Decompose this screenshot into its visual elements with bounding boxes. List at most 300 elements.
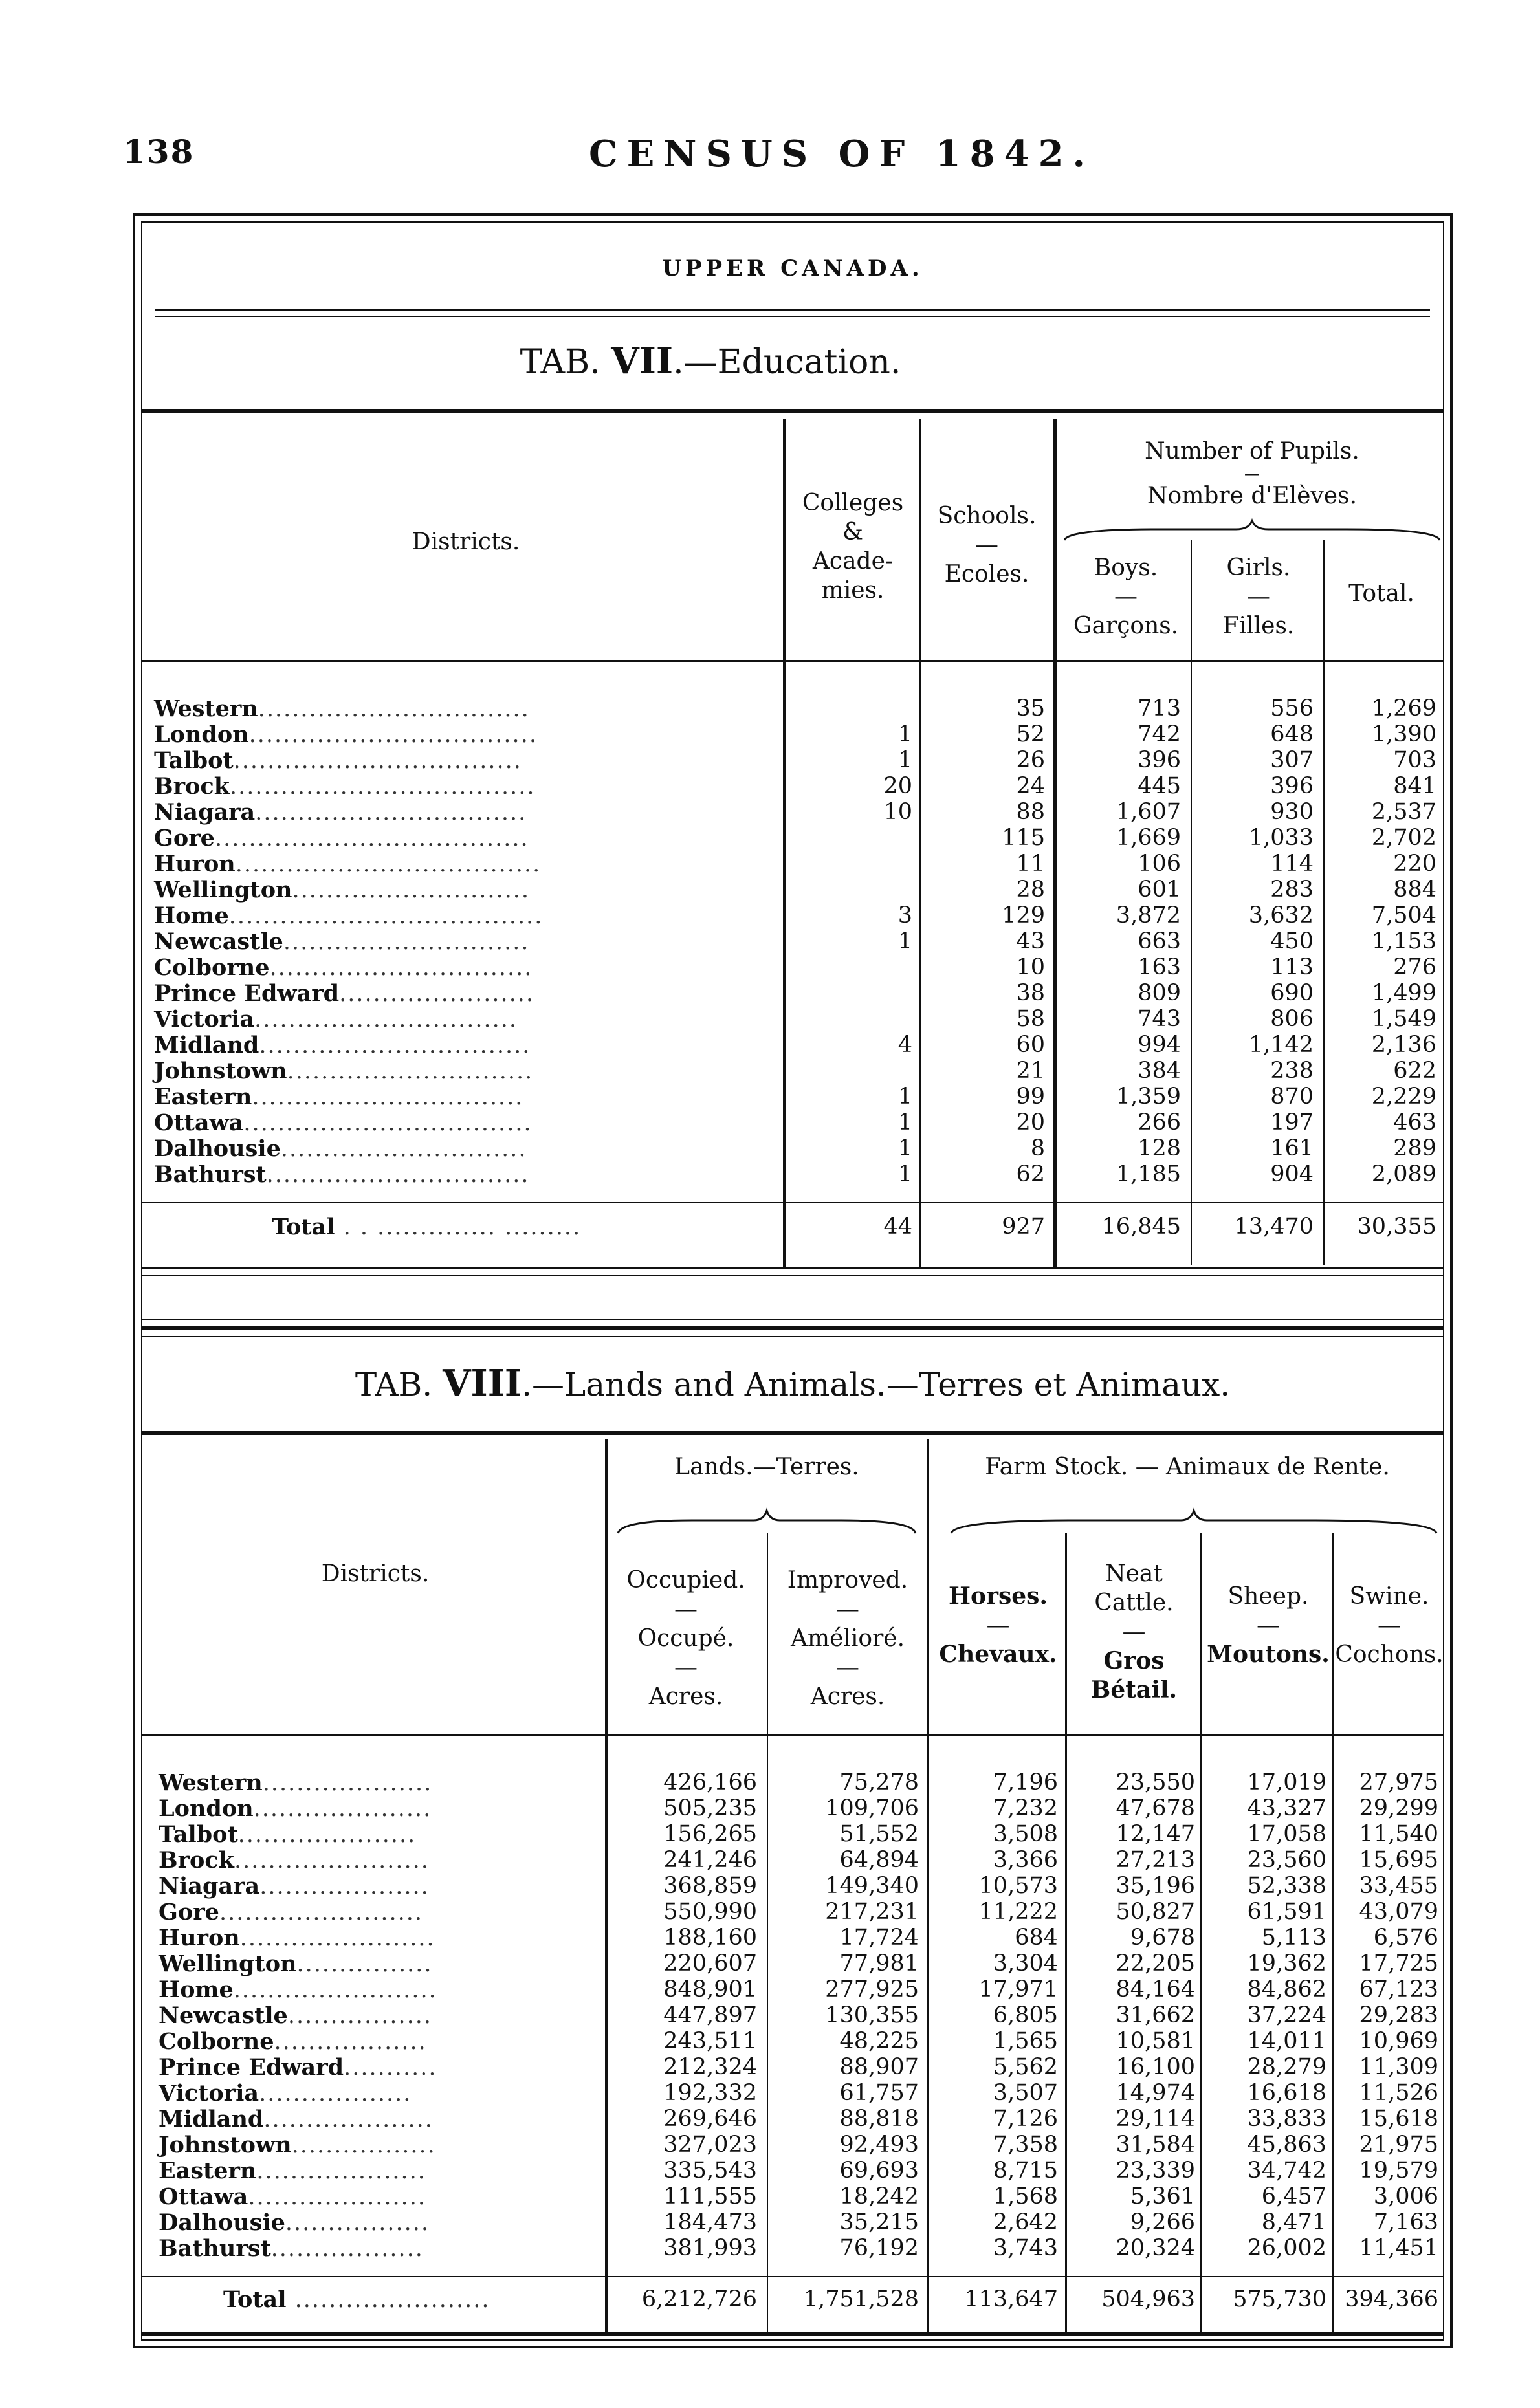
swine-line: Cochons. — [1335, 1641, 1444, 1668]
rule — [141, 1326, 1444, 1330]
improved-line: — — [836, 1596, 859, 1623]
district-name: Western — [154, 695, 258, 722]
cattle-line: Gros — [1103, 1647, 1165, 1674]
tab8-cell-occupied: 381,993 — [663, 2235, 757, 2261]
tab8-cell-cattle: 9,678 — [1130, 1925, 1195, 1951]
tab8-cell-cattle: 47,678 — [1116, 1795, 1195, 1821]
tab8-cell-swine: 15,695 — [1359, 1847, 1438, 1873]
tab8-cell-occupied: 156,265 — [663, 1821, 757, 1847]
tab8-row-district: Victoria.................. — [159, 2080, 412, 2107]
tab7-title-wrap — [141, 340, 1280, 391]
tab7-cell-total: 841 — [1393, 773, 1436, 799]
tab7-cell-schools: 52 — [1016, 721, 1045, 747]
tab8-cell-horses: 684 — [1015, 1925, 1058, 1951]
tab8-cell-cattle: 84,164 — [1116, 1976, 1195, 2002]
tab8-title-num: VIII — [443, 1362, 522, 1405]
tab7-cell-schools: 11 — [1016, 851, 1045, 877]
tab8-cell-occupied: 111,555 — [663, 2184, 757, 2209]
tab7-cell-schools: 10 — [1016, 954, 1045, 980]
district-name: London — [154, 721, 249, 748]
total-label-text: Total — [272, 1214, 335, 1240]
tab7-cell-total: 2,229 — [1371, 1084, 1436, 1110]
tab8-cell-sheep: 8,471 — [1261, 2209, 1326, 2235]
tab8-title-wrap — [141, 1362, 1444, 1414]
tab7-row-district: Midland................................ — [154, 1032, 531, 1058]
tab7-cell-boys: 713 — [1138, 695, 1181, 721]
col-rule — [1323, 540, 1325, 1265]
tab7-header-schools — [922, 501, 1051, 589]
tab8-cell-sheep: 45,863 — [1247, 2132, 1326, 2158]
tab8-cell-improved: 76,192 — [839, 2235, 919, 2261]
dash: — — [1244, 465, 1260, 483]
tab7-cell-total: 2,702 — [1371, 825, 1436, 851]
district-name: Gore — [159, 1899, 219, 1925]
tab8-cell-improved: 64,894 — [839, 1847, 919, 1873]
tab8-cell-horses: 3,366 — [993, 1847, 1058, 1873]
colleges-line: Acade- — [812, 548, 894, 575]
tab8-cell-improved: 88,907 — [839, 2054, 919, 2080]
tab8-row-district: Midland.................... — [159, 2106, 434, 2132]
tab8-cell-cattle: 23,550 — [1116, 1769, 1195, 1795]
tab7-cell-schools: 26 — [1016, 747, 1045, 773]
tab8-total-swine: 394,366 — [1345, 2286, 1438, 2312]
tab7-cell-girls: 806 — [1270, 1006, 1314, 1032]
district-name: Talbot — [154, 747, 234, 774]
tab8-title — [141, 1362, 1444, 1405]
tab8-cell-occupied: 243,511 — [663, 2028, 757, 2054]
region-heading: UPPER CANADA. — [662, 256, 923, 281]
tab8-cell-occupied: 447,897 — [663, 2002, 757, 2028]
tab8-row-district: Dalhousie................. — [159, 2209, 430, 2236]
tab8-cell-swine: 21,975 — [1359, 2132, 1438, 2158]
tab7-row-district: Huron.................................... — [154, 851, 542, 877]
tab7-cell-girls: 648 — [1270, 721, 1314, 747]
district-name: Victoria — [154, 1006, 255, 1033]
occupied-line: Acres. — [648, 1683, 723, 1710]
sheep-line: Moutons. — [1207, 1641, 1330, 1668]
tab7-cell-schools: 21 — [1016, 1058, 1045, 1084]
tab8-row-district: Talbot..................... — [159, 1821, 417, 1848]
rule — [155, 316, 1430, 317]
col-rule — [1065, 1533, 1067, 2332]
tab8-row-district: Niagara.................... — [159, 1873, 430, 1899]
tab7-cell-total: 2,089 — [1371, 1161, 1436, 1187]
tab8-total-improved: 1,751,528 — [803, 2286, 919, 2312]
tab7-total-girls: 13,470 — [1234, 1214, 1314, 1240]
farmstock-brace — [948, 1507, 1440, 1537]
occupied-line: Occupé. — [637, 1625, 734, 1652]
tab7-cell-total: 220 — [1393, 851, 1436, 877]
tab8-cell-swine: 10,969 — [1359, 2028, 1438, 2054]
district-name: Colborne — [154, 954, 270, 981]
tab8-cell-cattle: 31,662 — [1116, 2002, 1195, 2028]
district-name: Brock — [154, 773, 230, 800]
tab7-cell-total: 7,504 — [1371, 903, 1436, 928]
tab8-cell-sheep: 34,742 — [1247, 2158, 1326, 2184]
tab8-cell-improved: 77,981 — [839, 1951, 919, 1976]
horses-line: Horses. — [949, 1582, 1048, 1610]
tab8-cell-horses: 3,743 — [993, 2235, 1058, 2261]
tab7-cell-colleges: 1 — [897, 1110, 912, 1135]
tab8-cell-improved: 75,278 — [839, 1769, 919, 1795]
tab7-row-district: Gore..................................... — [154, 825, 529, 851]
tab7-header-boys — [1061, 553, 1191, 640]
boys-line: — — [1114, 584, 1138, 610]
pupils-en: Number of Pupils. — [1145, 438, 1359, 465]
district-name: Ottawa — [154, 1110, 244, 1136]
tab8-cell-sheep: 61,591 — [1247, 1899, 1326, 1925]
district-name: Home — [154, 903, 229, 929]
tab8-cell-swine: 3,006 — [1373, 2184, 1438, 2209]
tab8-cell-swine: 17,725 — [1359, 1951, 1438, 1976]
tab8-row-district: Ottawa..................... — [159, 2184, 426, 2210]
tab8-cell-occupied: 368,859 — [663, 1873, 757, 1899]
rule — [155, 309, 1430, 311]
tab8-row-district: Brock....................... — [159, 1847, 430, 1874]
tab8-cell-swine: 19,579 — [1359, 2158, 1438, 2184]
tab8-cell-cattle: 20,324 — [1116, 2235, 1195, 2261]
tab7-cell-schools: 58 — [1016, 1006, 1045, 1032]
tab7-row-district: Wellington............................ — [154, 877, 531, 903]
tab7-row-district: Brock.................................... — [154, 773, 536, 800]
rule — [141, 1336, 1444, 1337]
district-name: London — [159, 1795, 254, 1822]
tab8-cell-cattle: 31,584 — [1116, 2132, 1195, 2158]
tab8-cell-horses: 7,358 — [993, 2132, 1058, 2158]
cattle-line: Neat — [1105, 1560, 1163, 1587]
tab7-cell-schools: 35 — [1016, 695, 1045, 721]
tab8-cell-occupied: 220,607 — [663, 1951, 757, 1976]
tab7-row-district: Colborne............................... — [154, 954, 533, 981]
tab7-title-num: VII — [611, 340, 674, 382]
district-name: Eastern — [159, 2158, 257, 2184]
district-name: Midland — [159, 2106, 264, 2132]
tab7-cell-schools: 115 — [1002, 825, 1045, 851]
total-label-text: Total — [223, 2286, 287, 2313]
tab8-cell-cattle: 22,205 — [1116, 1951, 1195, 1976]
occupied-line: — — [674, 1654, 698, 1681]
tab7-cell-total: 703 — [1393, 747, 1436, 773]
tab7-cell-boys: 445 — [1138, 773, 1181, 799]
tab7-total-boys: 16,845 — [1101, 1214, 1181, 1240]
tab8-row-district: Colborne.................. — [159, 2028, 427, 2055]
tab7-cell-total: 622 — [1393, 1058, 1436, 1084]
occupied-line: Occupied. — [626, 1567, 745, 1593]
tab7-row-district: Bathurst............................... — [154, 1161, 530, 1188]
tab7-total-total: 30,355 — [1357, 1214, 1436, 1240]
tab7-cell-girls: 396 — [1270, 773, 1314, 799]
tab7-cell-girls: 1,142 — [1248, 1032, 1314, 1058]
cattle-line: Bétail. — [1090, 1676, 1178, 1703]
tab8-cell-cattle: 5,361 — [1130, 2184, 1195, 2209]
district-name: Prince Edward — [154, 980, 340, 1007]
tab8-cell-improved: 51,552 — [839, 1821, 919, 1847]
tab8-row-district: Prince Edward........... — [159, 2054, 437, 2081]
region-heading-wrap — [141, 256, 1444, 294]
tab8-cell-swine: 11,451 — [1359, 2235, 1438, 2261]
tab7-header-colleges — [788, 488, 918, 605]
tab8-cell-occupied: 335,543 — [663, 2158, 757, 2184]
tab7-cell-boys: 163 — [1138, 954, 1181, 980]
improved-line: Improved. — [787, 1567, 908, 1593]
tab7-cell-boys: 809 — [1138, 980, 1181, 1006]
tab8-cell-horses: 3,508 — [993, 1821, 1058, 1847]
girls-line: Girls. — [1226, 554, 1291, 581]
tab8-header-lands: Lands.—Terres. — [674, 1454, 859, 1480]
tab7-cell-girls: 556 — [1270, 695, 1314, 721]
tab7-cell-schools: 99 — [1016, 1084, 1045, 1110]
rule — [141, 1319, 1444, 1320]
tab7-cell-girls: 238 — [1270, 1058, 1314, 1084]
tab7-title — [141, 340, 1280, 382]
tab7-cell-colleges: 4 — [897, 1032, 912, 1058]
tab8-cell-swine: 7,163 — [1373, 2209, 1438, 2235]
tab7-cell-boys: 994 — [1138, 1032, 1181, 1058]
tab8-cell-cattle: 12,147 — [1116, 1821, 1195, 1847]
tab8-cell-improved: 48,225 — [839, 2028, 919, 2054]
tab8-cell-horses: 7,196 — [993, 1769, 1058, 1795]
pupils-fr: Nombre d'Elèves. — [1147, 483, 1357, 509]
tab7-cell-schools: 60 — [1016, 1032, 1045, 1058]
tab7-cell-girls: 197 — [1270, 1110, 1314, 1135]
tab8-cell-horses: 8,715 — [993, 2158, 1058, 2184]
tab7-cell-schools: 28 — [1016, 877, 1045, 903]
district-name: Bathurst — [154, 1161, 267, 1188]
col-rule — [919, 419, 921, 1267]
rule-thick — [141, 1431, 1444, 1435]
tab7-header-districts: Districts. — [412, 529, 520, 555]
tab8-cell-improved: 35,215 — [839, 2209, 919, 2235]
tab7-cell-total: 2,136 — [1371, 1032, 1436, 1058]
total-rule — [141, 2276, 1444, 2277]
tab8-total-sheep: 575,730 — [1233, 2286, 1326, 2312]
tab7-cell-colleges: 10 — [883, 799, 912, 825]
tab8-cell-sheep: 33,833 — [1247, 2106, 1326, 2132]
tab8-cell-swine: 33,455 — [1359, 1873, 1438, 1899]
tab8-cell-improved: 149,340 — [825, 1873, 919, 1899]
tab7-cell-schools: 43 — [1016, 928, 1045, 954]
tab7-row-district: Talbot.................................. — [154, 747, 522, 774]
cattle-line: — — [1122, 1619, 1146, 1645]
tab7-cell-girls: 114 — [1270, 851, 1314, 877]
sheep-line: — — [1257, 1612, 1280, 1639]
district-name: Home — [159, 1976, 234, 2003]
tab7-row-district: Ottawa.................................. — [154, 1110, 533, 1136]
tab8-row-district: Newcastle................. — [159, 2002, 432, 2029]
tab8-cell-sheep: 17,058 — [1247, 1821, 1326, 1847]
district-name: Newcastle — [154, 928, 283, 955]
running-title: CENSUS OF 1842. — [589, 133, 1095, 175]
tab8-cell-sheep: 14,011 — [1247, 2028, 1326, 2054]
tab8-cell-horses: 6,805 — [993, 2002, 1058, 2028]
tab7-cell-total: 2,537 — [1371, 799, 1436, 825]
district-name: Wellington — [154, 877, 292, 903]
col-rule — [783, 419, 786, 1267]
district-name: Brock — [159, 1847, 234, 1874]
tab8-cell-cattle: 23,339 — [1116, 2158, 1195, 2184]
tab7-cell-total: 884 — [1393, 877, 1436, 903]
tab8-row-district: Gore........................ — [159, 1899, 423, 1925]
total-rule — [141, 1202, 1444, 1203]
tab8-cell-swine: 43,079 — [1359, 1899, 1438, 1925]
tab7-row-district: Home..................................... — [154, 903, 544, 929]
tab8-cell-horses: 5,562 — [993, 2054, 1058, 2080]
schools-line: Schools. — [937, 503, 1037, 529]
tab7-cell-girls: 450 — [1270, 928, 1314, 954]
tab8-cell-improved: 88,818 — [839, 2106, 919, 2132]
tab8-cell-occupied: 327,023 — [663, 2132, 757, 2158]
col-rule — [927, 1439, 929, 2332]
district-name: Huron — [159, 1925, 240, 1951]
tab8-cell-swine: 6,576 — [1373, 1925, 1438, 1951]
tab7-cell-boys: 396 — [1138, 747, 1181, 773]
district-name: Johnstown — [159, 2132, 292, 2158]
tab8-cell-horses: 1,565 — [993, 2028, 1058, 2054]
district-name: Newcastle — [159, 2002, 288, 2029]
tab8-total-horses: 113,647 — [964, 2286, 1058, 2312]
tab8-cell-horses: 7,126 — [993, 2106, 1058, 2132]
tab7-row-district: Victoria............................... — [154, 1006, 518, 1033]
tab7-cell-boys: 1,607 — [1116, 799, 1181, 825]
tab8-cell-occupied: 848,901 — [663, 1976, 757, 2002]
rule-thick — [141, 2332, 1444, 2336]
tab7-cell-schools: 38 — [1016, 980, 1045, 1006]
tab8-cell-sheep: 28,279 — [1247, 2054, 1326, 2080]
tab8-cell-occupied: 212,324 — [663, 2054, 757, 2080]
tab7-cell-schools: 24 — [1016, 773, 1045, 799]
header-rule — [141, 1734, 1444, 1736]
district-name: Colborne — [159, 2028, 274, 2055]
district-name: Wellington — [159, 1951, 297, 1977]
tab8-cell-horses: 17,971 — [978, 1976, 1058, 2002]
tab7-cell-schools: 129 — [1002, 903, 1045, 928]
tab7-cell-total: 1,499 — [1371, 980, 1436, 1006]
swine-line: Swine. — [1349, 1583, 1429, 1610]
tab7-total-colleges: 44 — [883, 1214, 912, 1240]
improved-line: Acres. — [810, 1683, 885, 1710]
district-name: Johnstown — [154, 1058, 287, 1084]
tab7-cell-boys: 1,359 — [1116, 1084, 1181, 1110]
tab7-cell-girls: 690 — [1270, 980, 1314, 1006]
tab8-cell-sheep: 19,362 — [1247, 1951, 1326, 1976]
tab7-cell-boys: 384 — [1138, 1058, 1181, 1084]
col-rule — [1053, 419, 1057, 1267]
tab7-cell-boys: 1,669 — [1116, 825, 1181, 851]
tab7-cell-total: 1,549 — [1371, 1006, 1436, 1032]
tab7-row-district: Western................................ — [154, 695, 530, 722]
tab8-cell-cattle: 9,266 — [1130, 2209, 1195, 2235]
tab7-total-schools: 927 — [1002, 1214, 1045, 1240]
tab7-row-district: Johnstown............................. — [154, 1058, 534, 1084]
district-name: Huron — [154, 851, 236, 877]
district-name: Eastern — [154, 1084, 252, 1110]
tab8-cell-occupied: 192,332 — [663, 2080, 757, 2106]
district-name: Bathurst — [159, 2235, 271, 2262]
horses-line: Chevaux. — [939, 1641, 1057, 1668]
district-name: Victoria — [159, 2080, 259, 2107]
tab8-cell-sheep: 52,338 — [1247, 1873, 1326, 1899]
district-name: Dalhousie — [159, 2209, 285, 2236]
tab8-cell-swine: 27,975 — [1359, 1769, 1438, 1795]
tab8-cell-sheep: 84,862 — [1247, 1976, 1326, 2002]
district-name: Talbot — [159, 1821, 238, 1848]
tab8-header-improved — [770, 1566, 925, 1711]
tab7-row-district: London.................................. — [154, 721, 538, 748]
sheep-line: Sheep. — [1227, 1583, 1309, 1610]
col-rule — [1200, 1533, 1202, 2332]
tab7-cell-girls: 904 — [1270, 1161, 1314, 1187]
tab8-cell-sheep: 43,327 — [1247, 1795, 1326, 1821]
schools-line: Ecoles. — [944, 561, 1029, 587]
tab7-total-label: Total . . .............. ......... — [272, 1214, 582, 1240]
tab7-cell-colleges: 3 — [897, 903, 912, 928]
tab7-cell-boys: 742 — [1138, 721, 1181, 747]
rule — [141, 1267, 1444, 1269]
tab7-cell-colleges: 20 — [883, 773, 912, 799]
horses-line: — — [986, 1612, 1010, 1639]
tab7-cell-total: 463 — [1393, 1110, 1436, 1135]
tab8-cell-sheep: 37,224 — [1247, 2002, 1326, 2028]
tab7-row-district: Eastern................................ — [154, 1084, 524, 1110]
tab8-header-occupied — [608, 1566, 764, 1711]
tab7-cell-schools: 8 — [1030, 1135, 1045, 1161]
tab7-cell-girls: 930 — [1270, 799, 1314, 825]
district-name: Niagara — [154, 799, 256, 826]
tab7-cell-boys: 3,872 — [1116, 903, 1181, 928]
tab8-row-district: Huron....................... — [159, 1925, 435, 1951]
tab8-cell-horses: 10,573 — [978, 1873, 1058, 1899]
tab8-row-district: London..................... — [159, 1795, 432, 1822]
district-name: Ottawa — [159, 2184, 248, 2210]
lands-brace — [615, 1507, 919, 1537]
tab8-header-districts: Districts. — [321, 1560, 430, 1587]
district-name: Western — [159, 1769, 263, 1796]
tab7-title-prefix: TAB. — [520, 343, 600, 382]
tab8-cell-occupied: 184,473 — [663, 2209, 757, 2235]
tab8-cell-sheep: 17,019 — [1247, 1769, 1326, 1795]
tab8-cell-sheep: 5,113 — [1261, 1925, 1326, 1951]
tab7-cell-boys: 601 — [1138, 877, 1181, 903]
district-name: Niagara — [159, 1873, 260, 1899]
tab8-cell-improved: 17,724 — [839, 1925, 919, 1951]
tab7-header-girls — [1194, 553, 1323, 640]
tab8-cell-horses: 2,642 — [993, 2209, 1058, 2235]
boys-line: Garçons. — [1073, 613, 1179, 639]
tab7-cell-boys: 266 — [1138, 1110, 1181, 1135]
tab8-cell-sheep: 23,560 — [1247, 1847, 1326, 1873]
tab8-cell-improved: 217,231 — [825, 1899, 919, 1925]
tab8-cell-cattle: 16,100 — [1116, 2054, 1195, 2080]
tab8-header-horses — [932, 1582, 1064, 1669]
page-number: 138 — [123, 133, 195, 171]
tab7-row-district: Newcastle............................. — [154, 928, 530, 955]
tab8-cell-occupied: 188,160 — [663, 1925, 757, 1951]
tab8-cell-cattle: 10,581 — [1116, 2028, 1195, 2054]
tab8-cell-swine: 11,540 — [1359, 1821, 1438, 1847]
tab8-cell-horses: 11,222 — [978, 1899, 1058, 1925]
tab8-title-prefix: TAB. — [355, 1366, 433, 1403]
tab7-row-district: Dalhousie............................. — [154, 1135, 527, 1162]
tab7-cell-boys: 743 — [1138, 1006, 1181, 1032]
tab8-cell-sheep: 16,618 — [1247, 2080, 1326, 2106]
tab8-cell-improved: 92,493 — [839, 2132, 919, 2158]
tab7-cell-total: 1,269 — [1371, 695, 1436, 721]
tab8-cell-cattle: 27,213 — [1116, 1847, 1195, 1873]
cattle-line: Cattle. — [1094, 1590, 1174, 1616]
schools-line: — — [975, 532, 998, 558]
tab8-row-district: Bathurst.................. — [159, 2235, 424, 2262]
tab8-cell-occupied: 269,646 — [663, 2106, 757, 2132]
